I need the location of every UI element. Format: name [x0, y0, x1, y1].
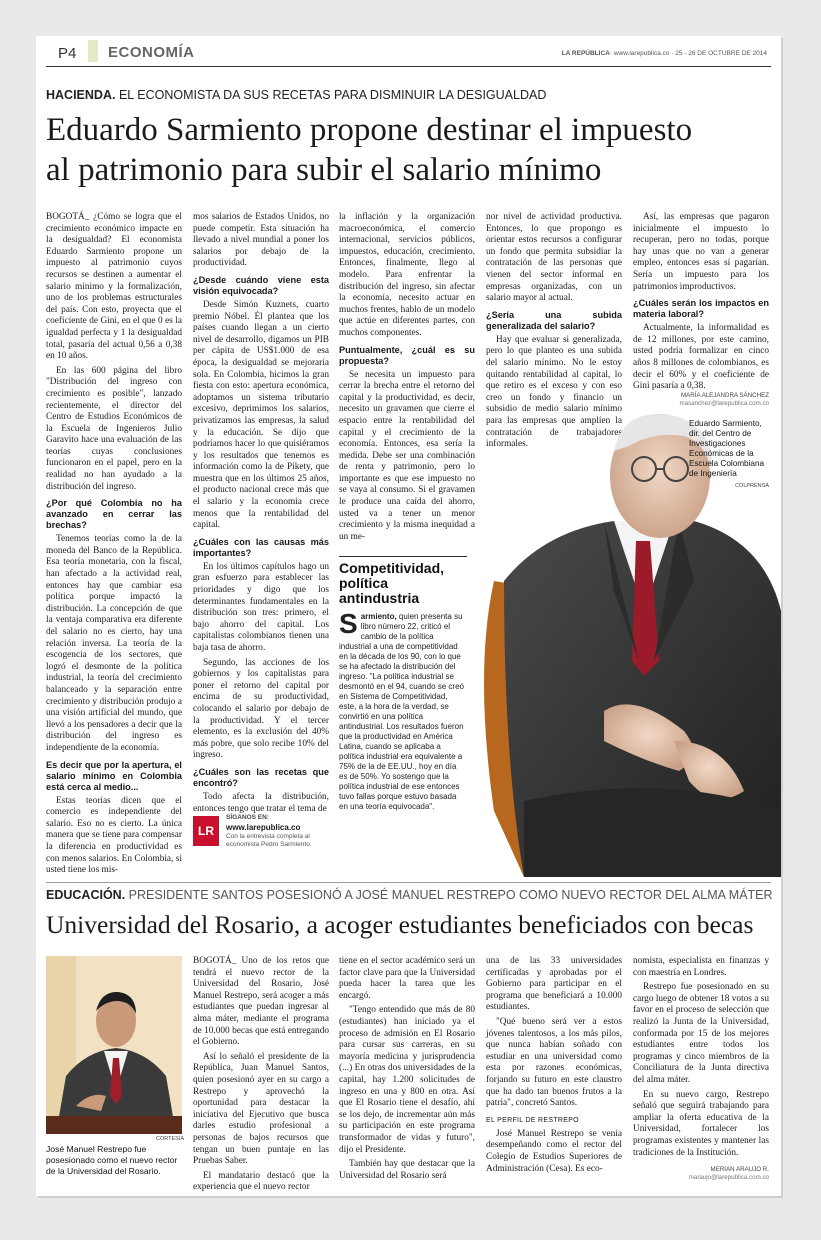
page-number: P4: [58, 45, 77, 62]
follow-url[interactable]: www.larepublica.co: [226, 823, 301, 832]
section-marker: [88, 40, 98, 62]
restrepo-illustration: [46, 956, 182, 1134]
drop-cap: S: [339, 608, 358, 639]
follow-us-box: [193, 814, 329, 866]
paragraph: "Qué bueno será ver a estos jóvenes talentosos, a los más pilos, que nunca habían soñado con estudiar en una universidad como esta por razones económicas, forjando su futuro en este claustro que ha dado tan buenos frutos a la patria", concretó Santos.: [486, 1016, 622, 1109]
headline: [46, 110, 692, 190]
paragraph: El mandatario destacó que la experiencia que el nuevo rector: [193, 1170, 329, 1193]
kicker-text-2: PRESIDENTE SANTOS POSESIONÓ A JOSÉ MANUEL RESTREPO COMO NUEVO RECTOR DEL ALMA MÁTER: [128, 888, 773, 902]
photo-caption-2: José Manuel Restrepo fue posesionado como el nuevo rector de la Universidad del Rosario.: [46, 1144, 178, 1176]
kicker-2: [46, 888, 773, 902]
byline: [679, 392, 769, 408]
paragraph: Hay que evaluar si generalizada, pero lo que planteo es una subida del salario mínimo. No le estoy quitando rentabilidad al capital, lo que retiro es el exceso y con eso creo un fondo y financio un subsidio de medio salario mínimo para las empresas que amplíen la contratación de trabajadores informales.: [486, 334, 622, 450]
subhead: EL PERFIL DE RESTREPO: [486, 1116, 579, 1124]
paragraph: En las 600 página del libro "Distribución del ingreso con crecimiento es posible", lanzado recientemente, el director del Centro de Estudios Económicos de la Escuela de Ingenieros Julio Garavito hace una evaluación de las teorías cuyas conclusiones funcionaron en el papel, pero en la realidad no han ayudado a la distribución del ingreso.: [46, 365, 182, 492]
byline-name: MARÍA ALEJANDRA SÁNCHEZ: [680, 392, 769, 399]
paragraph: Así, las empresas que pagaron inicialmente el impuesto lo recuperan, pero no todas, porque hay unas que no van a generar empleo, entonces esas sí pagarían. Sería un impuesto para los patrimonios improductivos.: [633, 212, 769, 292]
article2-column-1: [193, 956, 329, 1196]
photo-credit: COLPRENSA: [735, 483, 769, 489]
headline-2: Universidad del Rosario, a acoger estudiantes beneficiados con becas: [46, 910, 754, 939]
photo-credit-2: CORTESÍA: [156, 1136, 185, 1142]
paragraph: Desde Simón Kuznets, cuarto premio Nóbel. Él plantea que los países cuando llegan a un cierto nivel de desarrollo, digamos un PIB per cápita de US$1.000 de esa época, la desigualdad se mejoraría sola. En Colombia, hicimos la gran fiesta con esto: apertura económica, adoptamos un sistema tributario excesivo, deprimimos los salarios, privatizamos las empresas, la salud y la educación. Se dijo que podríamos hacer lo que quisiéramos y los resultados que tenemos es información como la de Pikety, que muestra que en los últimos 25 años, el producto nacional crece más que el salario y la economía crece menos que la rentabilidad del capital.: [193, 299, 329, 531]
kicker-text: EL ECONOMISTA DA SUS RECETAS PARA DISMINUIR LA DESIGUALDAD: [118, 88, 547, 102]
kicker-tag-2: EDUCACIÓN.: [46, 888, 126, 902]
sidebar-rule: [339, 556, 467, 557]
question: ¿Por qué Colombia no ha avanzado en cerrar las brechas?: [46, 498, 182, 531]
paragraph: También hay que destacar que la Universidad del Rosario será: [339, 1159, 475, 1181]
question: ¿Desde cuándo viene esta visión equivocada?: [193, 274, 329, 296]
question: Es decir que por la apertura, el salario mínimo en Colombia está cerca al medio...: [46, 759, 182, 792]
sidebar-title: Competitividad, política antindustria: [339, 560, 445, 606]
question: Puntualmente, ¿cuál es su propuesta?: [339, 344, 475, 366]
caption-text: Eduardo Sarmiento, dir. del Centro de Investigaciones Económicas de la Escuela Colombiana de Ingeniería: [689, 419, 765, 478]
byline-email: masanchez@larepublica.com.co: [679, 400, 769, 407]
paragraph: Restrepo fue posesionado en su cargo luego de obtener 18 votos a su favor en el proceso de selección que realizó la Junta de la Universidad, conformada por 15 de los mejores estudiantes entre todos los programas y cinco miembros de la Conciliatura de la Junta directiva del alma máter.: [633, 982, 769, 1085]
portrait-photo-restrepo: [46, 956, 182, 1134]
headline-line-2: al patrimonio para subir el salario mínimo: [46, 152, 602, 188]
paragraph: tiene en el sector académico será un factor clave para que la Universidad pueda hacer la tarea que les encargó.: [339, 956, 475, 1001]
follow-desc: Con la entrevista completa al economista Pedro Sarmiento.: [226, 833, 312, 848]
paragraph: José Manuel Restrepo se venía desempeñando como el rector del Colegio de Estudios Superiores de Administración (Cesa). Es eco-: [486, 1128, 622, 1174]
sidebar-text: quien presenta su libro número 22, criticó el cambio de la política industrial a una de competitividad en la década de los 90, con lo que se ha afectado la distribución del ingreso. "La política industrial se desmontó en el 94, cuando se creó en Sistema de Competitividad, este, a la hora de la verdad, se convirtió en una política antindustrial. Los resultados fueron que la productividad en América Latina, cuando se aplicaba a política industrial era equivalente a 75% de la de EE.UU., hoy en día es de 50%. Yo sostengo que la política industrial de ese entonces tuvo fallas porque estuvo basada en una teoría equivocada".: [339, 612, 464, 811]
paragraph: mos salarios de Estados Unidos, no puede competir. Esta situación ha llevado a nivel mundial a poner los salarios por debajo de la productividad.: [193, 212, 329, 269]
article2-column-4: [633, 956, 769, 1161]
paragraph: la inflación y la organización macroeconómica, el comercio internacional, servicios públicos, impuestos, educación, crecimiento. Entonces, finalmente, llego al modelo. Para enfrentar la distribución del ingreso, sin afectar la economía, necesito actuar en muchos frentes, hablo de un modelo que actúe en diferentes partes, con muchos componentes.: [339, 212, 475, 338]
paragraph: una de las 33 universidades certificadas y aprobadas por el Gobierno para participar en el programa que beneficiará a 10.000 estudiantes.: [486, 956, 622, 1013]
paragraph: Actualmente, la informalidad es de 12 millones, por este camino, usted podría formalizar en cinco años 8 millones de colombianos, es decir el 60% y el coeficiente de Gini pasaría a 0,38.: [633, 323, 769, 392]
article-column-2: [193, 212, 329, 814]
paragraph: En los últimos capítulos hago un gran esfuerzo para establecer las prioridades y digo que los determinantes fundamentales en la distribución son tres: primero, el bajo ahorro del capital. Los capitalistas colombianos tienen una baja tasa de ahorro.: [193, 561, 329, 653]
lr-logo: LR: [193, 816, 219, 846]
question: ¿Sería una subida generalizada del salario?: [486, 309, 622, 331]
question: ¿Cuáles son las recetas que encontró?: [193, 766, 329, 788]
sidebar-lead: armiento,: [360, 612, 397, 621]
paragraph: Tenemos teorías como la de la moneda del Banco de la República. Esa teoría monetaria, con la fiscal, han afectado a la actividad real, entonces hay que cambiar esa política porque impactó la distribución. La concepción de que la ventaja comparativa era diferente del salario no es cierto, hay una relación inversa. La teoría de la escogencia de los sectores, que logró el desmonte de la política industrial, la teoría del crecimiento balanceado y la separación entre crecimiento y distribución produjo a una visión artificial del mundo, que llevó a los pensadores a decir que la distribución del ingreso es independiente de la economía.: [46, 534, 182, 753]
masthead-date: [562, 50, 767, 57]
article2-column-3: [486, 956, 622, 1196]
article-divider: [46, 882, 771, 883]
article-column-4: [486, 212, 622, 450]
sidebar-box: [339, 556, 467, 876]
newspaper-page: [36, 36, 781, 1196]
site-date: · www.larepublica.co · 25 - 26 DE OCTUBRE DE 2014: [609, 50, 767, 57]
sidebar-body: [339, 608, 467, 812]
section-title: ECONOMÍA: [108, 44, 195, 61]
paragraph: Así lo señaló el presidente de la República, Juan Manuel Santos, quien posesionó ayer en su cargo a Restrepo y aprovechó la oportunidad para destacar la iniciativa del Ejecutivo que busca darles estudio profesional a personas de bajos recursos que tengan un buen puntaje en las Pruebas Saber.: [193, 1051, 329, 1167]
follow-title: SÍGANOS EN:: [226, 814, 269, 821]
paragraph: nomista, especialista en finanzas y con maestría en Londres.: [633, 956, 769, 978]
article-column-1: [46, 212, 182, 876]
paragraph: BOGOTÁ_ Uno de los retos que tendrá el nuevo rector de la Universidad del Rosario, José Manuel Restrepo, será acoger a más estudiantes que puedan ingresar al alma máter, mediante el programa de 10.000 becas que está entregando el Gobierno.: [193, 956, 329, 1048]
paragraph: Estas teorías dicen que el comercio es independiente del salario. Eso no es cierto. La única manera que se tiene para compensar la diferencia en productividad es con menos salarios. En Colombia, si usted tiene los mis-: [46, 795, 182, 876]
kicker-tag: HACIENDA.: [46, 88, 116, 102]
paragraph: BOGOTÁ_ ¿Cómo se logra que el crecimiento económico impacte en la desigualdad? El economista Eduardo Sarmiento propone un impuesto al patrimonio cuyos recursos se destinen a aumentar el salario mínimo y la formalización, uno de los problemas estructurales del país. Con esto, proyecta que el coeficiente de Gini, en el que 0 es la igualdad perfecta y 1 la desigualdad total, pasaría del actual 0,56 a 0,38 en 10 años.: [46, 212, 182, 362]
masthead: LA REPÚBLICA: [561, 50, 610, 57]
photo-caption: [689, 419, 769, 491]
question: ¿Cuáles serán los impactos en materia laboral?: [633, 298, 769, 320]
question: ¿Cuáles con las causas más importantes?: [193, 536, 329, 558]
paragraph: nor nivel de actividad productiva. Entonces, lo que propongo es orientar estos recursos a configurar un fondo que permita subsidiar la contratación de las personas que vienen del sector informal en empresas organizadas, con un salario mayor al actual.: [486, 212, 622, 304]
paragraph: Segundo, las acciones de los gobiernos y los capitalistas para poner el retorno del capital por encima de su productividad, colocando el salario por debajo de la productividad. Y el tercer elemento, es la exclusión del 40% más pobre, que solo recibe 10% del ingreso.: [193, 657, 329, 761]
article-column-3: [339, 212, 475, 548]
paragraph: Todo afecta la distribución, entonces tengo que tratar el tema de: [193, 791, 329, 814]
paragraph: "Tengo entendido que más de 80 (estudiantes) han iniciado ya el proceso de admisión en El Rosario para cursar sus carreras, en su mayoría medicina y jurisprudencia (...) En otras dos universidades de la capital, hay 1.200 solicitudes de ingreso en una y 800 en otra. Así que El Rosario tiene el desafío, ahí se los dejo, de incrementar aún más su participación en este programa transformador de vidas y futuro", dijo el Presidente.: [339, 1005, 475, 1155]
byline-name-2: MERIAN ARAUJO R.: [710, 1166, 769, 1173]
byline-email-2: maraujo@larepublica.com.co: [688, 1174, 769, 1181]
headline-line-1: Eduardo Sarmiento propone destinar el impuesto: [46, 112, 693, 148]
kicker: [46, 88, 546, 102]
paragraph: Se necesita un impuesto para cerrar la brecha entre el retorno del capital y la productividad, es decir, necesito un gravamen que cierre el espacio entre la rentabilidad del capital y el crecimiento de la economía. Entonces, esa sería la medida. Debe ser una combinación de renta y patrimonio, pero lo importante es que ese impuesto no se vaya al consumo. Si el gravamen le produce una caída del ahorro, usted va a tener un menor crecimiento y la misma inequidad a un me-: [339, 369, 475, 542]
byline-2: [689, 1166, 769, 1182]
paragraph: En su nuevo cargo, Restrepo señaló que seguirá trabajando para ampliar la oferta educativa de la Universidad, fortalecer los programas existentes y mantener las tradiciones de la Institución.: [633, 1089, 769, 1158]
article-column-5: [633, 212, 769, 402]
article2-column-2: [339, 956, 475, 1196]
header-rule: [46, 66, 771, 67]
